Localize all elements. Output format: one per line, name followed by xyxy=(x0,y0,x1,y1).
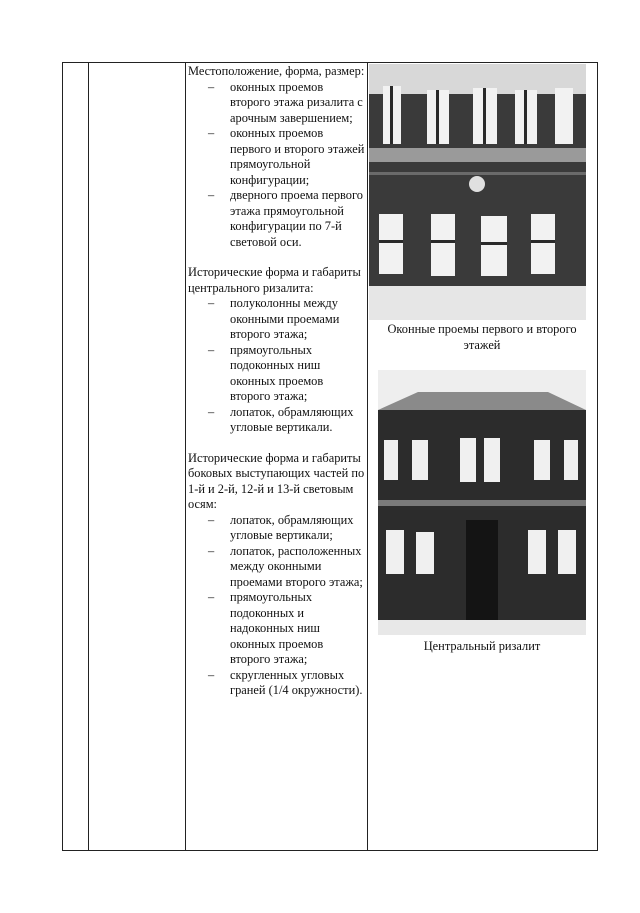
photo-windows xyxy=(369,64,586,320)
block3-heading: Исторические форма и габариты боковых выступающих частей по 1-й и 2-й, 12-й и 13-й световым осям: xyxy=(188,450,365,511)
list-item: – лопаток, расположенных между оконными проемами второго этажа; xyxy=(208,543,363,589)
block-central-risalit xyxy=(188,265,366,436)
dash-marker: – xyxy=(208,512,215,527)
description-column xyxy=(188,64,366,699)
block1-list xyxy=(188,80,366,251)
list-item: – оконных проемов первого и второго этажей прямоугольной конфигурации; xyxy=(208,126,365,187)
list-item: – лопаток, обрамляющих угловые вертикали; xyxy=(208,512,354,542)
block3-list xyxy=(188,513,366,699)
dash-marker: – xyxy=(208,342,215,357)
block-location-form-size xyxy=(188,64,366,250)
list-item: – оконных проемов второго этажа ризалита с арочным завершением; xyxy=(208,79,363,125)
dash-marker: – xyxy=(208,188,215,202)
dash-marker: – xyxy=(208,79,215,94)
dash-marker: – xyxy=(208,296,215,310)
block1-heading: Местоположение, форма, размер: xyxy=(188,64,365,78)
photo-windows-caption: Оконные проемы первого и второго этажей xyxy=(387,322,577,352)
list-item: – скругленных угловых граней (1/4 окружности). xyxy=(208,667,363,697)
list-item: – дверного проема первого этажа прямоугольной конфигурации по 7-й световой оси. xyxy=(208,188,363,249)
block2-list xyxy=(188,296,366,436)
list-item: – полуколонны между оконными проемами второго этажа; xyxy=(208,296,340,341)
column-divider-2 xyxy=(185,62,186,851)
dash-marker: – xyxy=(208,404,215,419)
list-item: – прямоугольных подоконных и надоконных ниш оконных проемов второго этажа; xyxy=(208,590,324,666)
column-divider-3 xyxy=(367,62,368,851)
dash-marker: – xyxy=(208,126,215,140)
dash-marker: – xyxy=(208,590,215,604)
photo-central-risalit xyxy=(378,370,586,635)
block-side-projections xyxy=(188,451,366,699)
photo-central-risalit-caption: Центральный ризалит xyxy=(423,639,541,653)
list-item: – прямоугольных подоконных ниш оконных проемов второго этажа; xyxy=(208,342,324,403)
column-divider-1 xyxy=(88,62,89,851)
dash-marker: – xyxy=(208,543,215,558)
list-item: – лопаток, обрамляющих угловые вертикали. xyxy=(208,404,354,434)
dash-marker: – xyxy=(208,667,215,682)
block2-heading: Исторические форма и габариты центрального ризалита: xyxy=(188,265,361,295)
